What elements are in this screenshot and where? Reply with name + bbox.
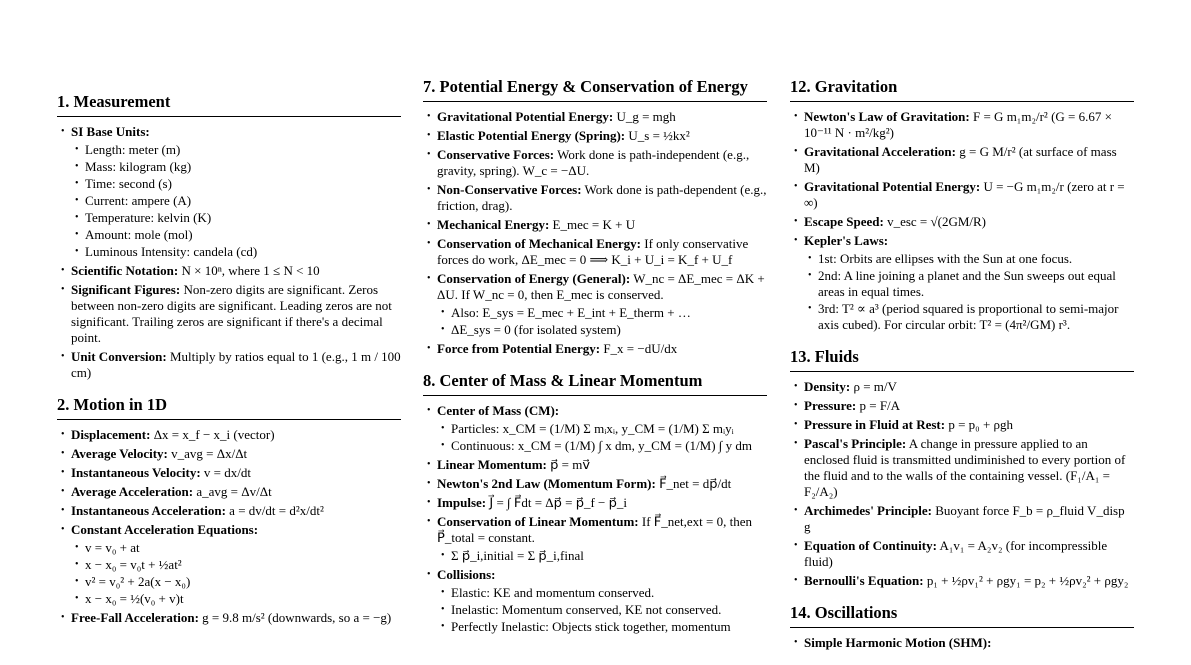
formula-item	[423, 271, 767, 338]
formula-item	[790, 233, 1134, 333]
section-heading: 1. Measurement	[57, 92, 401, 117]
formula-text: p = p₀ + ρgh	[948, 417, 1014, 432]
formula-item	[790, 379, 1134, 395]
formula-key: Non-Conservative Forces:	[437, 182, 582, 197]
formula-text: A change in pressure applied to an enclosed fluid is transmitted undiminished to every portion of the fluid and to the walls of the containing vessel. (F₁/A₁ = F₂/A₂)	[804, 436, 1126, 499]
formula-item	[790, 573, 1134, 589]
sub-item: • ΔE_sys = 0 (for isolated system)	[437, 322, 767, 338]
sub-item: • Inelastic: Momentum conserved, KE not conserved.	[437, 602, 767, 618]
section-list	[57, 427, 401, 626]
formula-key: SI Base Units:	[71, 124, 150, 139]
formula-key: Escape Speed:	[804, 214, 884, 229]
formula-key: Mechanical Energy:	[437, 217, 550, 232]
formula-text: A₁v₁ = A₂v₂ (for incompressible fluid)	[804, 538, 1108, 569]
formula-item	[57, 522, 401, 607]
sub-item: • Time: second (s)	[71, 176, 401, 192]
formula-text: F⃗_net = dp⃗/dt	[659, 476, 732, 491]
formula-key: Conservation of Linear Momentum:	[437, 514, 639, 529]
formula-key: Force from Potential Energy:	[437, 341, 601, 356]
formula-text: g = G M/r² (at surface of mass M)	[804, 144, 1117, 175]
section-heading: 7. Potential Energy & Conservation of Energy	[423, 77, 767, 102]
sub-item: • x − x₀ = v₀t + ½at²	[71, 557, 401, 573]
sub-list	[437, 421, 767, 454]
formula-item	[57, 446, 401, 462]
sub-item: • Also: E_sys = E_mec + E_int + E_therm + …	[437, 305, 767, 321]
formula-key: Newton's Law of Gravitation:	[804, 109, 970, 124]
formula-item	[790, 503, 1134, 535]
sub-item: • Σ p⃗_i,initial = Σ p⃗_i,final	[437, 548, 767, 564]
formula-key: Pascal's Principle:	[804, 436, 907, 451]
formula-text: Δx = x_f − x_i (vector)	[153, 427, 275, 442]
formula-key: Kepler's Laws:	[804, 233, 889, 248]
formula-item	[57, 503, 401, 519]
formula-item	[423, 128, 767, 144]
formula-item	[790, 109, 1134, 141]
sub-list	[437, 305, 767, 338]
sub-item: • x − x₀ = ½(v₀ + v)t	[71, 591, 401, 607]
formula-text: p = F/A	[859, 398, 901, 413]
formula-key: Average Velocity:	[71, 446, 168, 461]
section-heading: 8. Center of Mass & Linear Momentum	[423, 371, 767, 396]
formula-item	[790, 635, 1134, 651]
formula-key: Newton's 2nd Law (Momentum Form):	[437, 476, 656, 491]
formula-item	[423, 341, 767, 357]
formula-key: Impulse:	[437, 495, 487, 510]
section-list	[423, 403, 767, 635]
formula-item	[790, 214, 1134, 230]
formula-text: v = dx/dt	[203, 465, 251, 480]
formula-item	[57, 610, 401, 626]
formula-key: Displacement:	[71, 427, 151, 442]
section-list	[790, 109, 1134, 333]
formula-item	[57, 427, 401, 443]
formula-item	[790, 144, 1134, 176]
formula-item	[57, 484, 401, 500]
formula-item	[423, 236, 767, 268]
sub-list	[804, 251, 1134, 333]
formula-item	[423, 495, 767, 511]
sub-item: • Current: ampere (A)	[71, 193, 401, 209]
formula-item	[57, 349, 401, 381]
formula-key: Constant Acceleration Equations:	[71, 522, 259, 537]
formula-item	[423, 217, 767, 233]
sub-list	[71, 540, 401, 607]
formula-text: F_x = −dU/dx	[603, 341, 678, 356]
formula-text: p₁ + ½ρv₁² + ρgy₁ = p₂ + ½ρv₂² + ρgy₂	[926, 573, 1129, 588]
formula-key: Equation of Continuity:	[804, 538, 937, 553]
sub-item: • v² = v₀² + 2a(x − x₀)	[71, 574, 401, 590]
section-heading: 14. Oscillations	[790, 603, 1134, 628]
formula-item	[790, 538, 1134, 570]
formula-key: Free-Fall Acceleration:	[71, 610, 199, 625]
section-heading: 2. Motion in 1D	[57, 395, 401, 420]
sub-item: • Elastic: KE and momentum conserved.	[437, 585, 767, 601]
formula-item	[423, 567, 767, 635]
column-3	[790, 77, 1134, 665]
formula-text: U_g = mgh	[616, 109, 676, 124]
section-list	[790, 635, 1134, 651]
sub-list	[71, 142, 401, 260]
formula-key: Linear Momentum:	[437, 457, 547, 472]
formula-key: Instantaneous Velocity:	[71, 465, 201, 480]
sub-item: • Length: meter (m)	[71, 142, 401, 158]
sub-item: • 2nd: A line joining a planet and the Sun sweeps out equal areas in equal times.	[804, 268, 1134, 300]
formula-key: Pressure in Fluid at Rest:	[804, 417, 946, 432]
formula-key: Pressure:	[804, 398, 857, 413]
formula-item	[790, 179, 1134, 211]
formula-key: Bernoulli's Equation:	[804, 573, 924, 588]
formula-text: g = 9.8 m/s² (downwards, so a = −g)	[202, 610, 392, 625]
sub-item: • Continuous: x_CM = (1/M) ∫ x dm, y_CM = (1/M) ∫ y dm	[437, 438, 767, 454]
formula-item	[57, 263, 401, 279]
formula-text: F = G m₁m₂/r² (G = 6.67 × 10⁻¹¹ N · m²/kg²)	[804, 109, 1112, 140]
formula-item	[423, 109, 767, 125]
formula-key: Collisions:	[437, 567, 496, 582]
formula-key: Conservation of Mechanical Energy:	[437, 236, 642, 251]
formula-key: Conservation of Energy (General):	[437, 271, 631, 286]
formula-item	[423, 476, 767, 492]
formula-key: Gravitational Potential Energy:	[437, 109, 614, 124]
formula-key: Elastic Potential Energy (Spring):	[437, 128, 626, 143]
formula-key: Simple Harmonic Motion (SHM):	[804, 635, 992, 650]
column-1	[57, 92, 401, 640]
formula-key: Average Acceleration:	[71, 484, 194, 499]
section-list	[423, 109, 767, 357]
formula-text: v_avg = Δx/Δt	[171, 446, 248, 461]
formula-key: Archimedes' Principle:	[804, 503, 932, 518]
formula-item	[423, 403, 767, 454]
formula-text: Multiply by ratios equal to 1 (e.g., 1 m / 100 cm)	[71, 349, 401, 380]
formula-text: If only conservative forces do work, ΔE_mec = 0 ⟹ K_i + U_i = K_f + U_f	[437, 236, 749, 267]
formula-item	[423, 147, 767, 179]
formula-text: Non-zero digits are significant. Zeros between non-zero digits are significant. Leading zeros are not significant. Trailing zeros are significant if there's a decimal point.	[71, 282, 392, 345]
sub-list	[437, 585, 767, 635]
formula-item	[57, 282, 401, 346]
section-heading: 13. Fluids	[790, 347, 1134, 372]
formula-item	[790, 436, 1134, 500]
sub-item: • Perfectly Inelastic: Objects stick together, momentum	[437, 619, 767, 635]
sub-item: • Amount: mole (mol)	[71, 227, 401, 243]
formula-text: Work done is path-independent (e.g., gravity, spring). W_c = −ΔU.	[437, 147, 750, 178]
formula-text: U = −G m₁m₂/r (zero at r = ∞)	[804, 179, 1125, 210]
sub-item: • Temperature: kelvin (K)	[71, 210, 401, 226]
formula-text: ρ = m/V	[853, 379, 897, 394]
formula-key: Significant Figures:	[71, 282, 181, 297]
sub-item: • Particles: x_CM = (1/M) Σ mᵢxᵢ, y_CM = (1/M) Σ mᵢyᵢ	[437, 421, 767, 437]
formula-item	[423, 457, 767, 473]
sub-item: • Mass: kilogram (kg)	[71, 159, 401, 175]
formula-key: Conservative Forces:	[437, 147, 555, 162]
formula-item	[423, 182, 767, 214]
formula-text: If F⃗_net,ext = 0, then P⃗_total = constant.	[437, 514, 752, 545]
formula-key: Gravitational Acceleration:	[804, 144, 956, 159]
section-heading: 12. Gravitation	[790, 77, 1134, 102]
formula-key: Instantaneous Acceleration:	[71, 503, 226, 518]
formula-text: N × 10ⁿ, where 1 ≤ N < 10	[181, 263, 320, 278]
section-list	[57, 124, 401, 381]
formula-item	[57, 465, 401, 481]
formula-key: Gravitational Potential Energy:	[804, 179, 981, 194]
sub-list	[437, 548, 767, 564]
formula-item	[790, 417, 1134, 433]
formula-item	[57, 124, 401, 260]
formula-text: E_mec = K + U	[552, 217, 636, 232]
formula-key: Scientific Notation:	[71, 263, 179, 278]
formula-text: v_esc = √(2GM/R)	[887, 214, 987, 229]
sub-item: • 1st: Orbits are ellipses with the Sun at one focus.	[804, 251, 1134, 267]
formula-item	[423, 514, 767, 564]
formula-key: Center of Mass (CM):	[437, 403, 560, 418]
formula-text: Work done is path-dependent (e.g., friction, drag).	[437, 182, 767, 213]
formula-text: a = dv/dt = d²x/dt²	[229, 503, 324, 518]
section-list	[790, 379, 1134, 589]
column-2	[423, 77, 767, 649]
sub-item: • 3rd: T² ∝ a³ (period squared is proportional to semi-major axis cubed). For circular orbit: T² = (4π²/GM) r³.	[804, 301, 1134, 333]
sub-item: • Luminous Intensity: candela (cd)	[71, 244, 401, 260]
sub-item: • v = v₀ + at	[71, 540, 401, 556]
formula-key: Density:	[804, 379, 851, 394]
formula-item	[790, 398, 1134, 414]
formula-text: U_s = ½kx²	[628, 128, 690, 143]
formula-text: Buoyant force F_b = ρ_fluid V_disp g	[804, 503, 1125, 534]
formula-text: J⃗ = ∫ F⃗dt = Δp⃗ = p⃗_f − p⃗_i	[489, 495, 627, 510]
formula-key: Unit Conversion:	[71, 349, 167, 364]
formula-text: W_nc = ΔE_mec = ΔK + ΔU. If W_nc = 0, then E_mec is conserved.	[437, 271, 765, 302]
formula-text: p⃗ = mv⃗	[550, 457, 591, 472]
formula-text: a_avg = Δv/Δt	[196, 484, 272, 499]
